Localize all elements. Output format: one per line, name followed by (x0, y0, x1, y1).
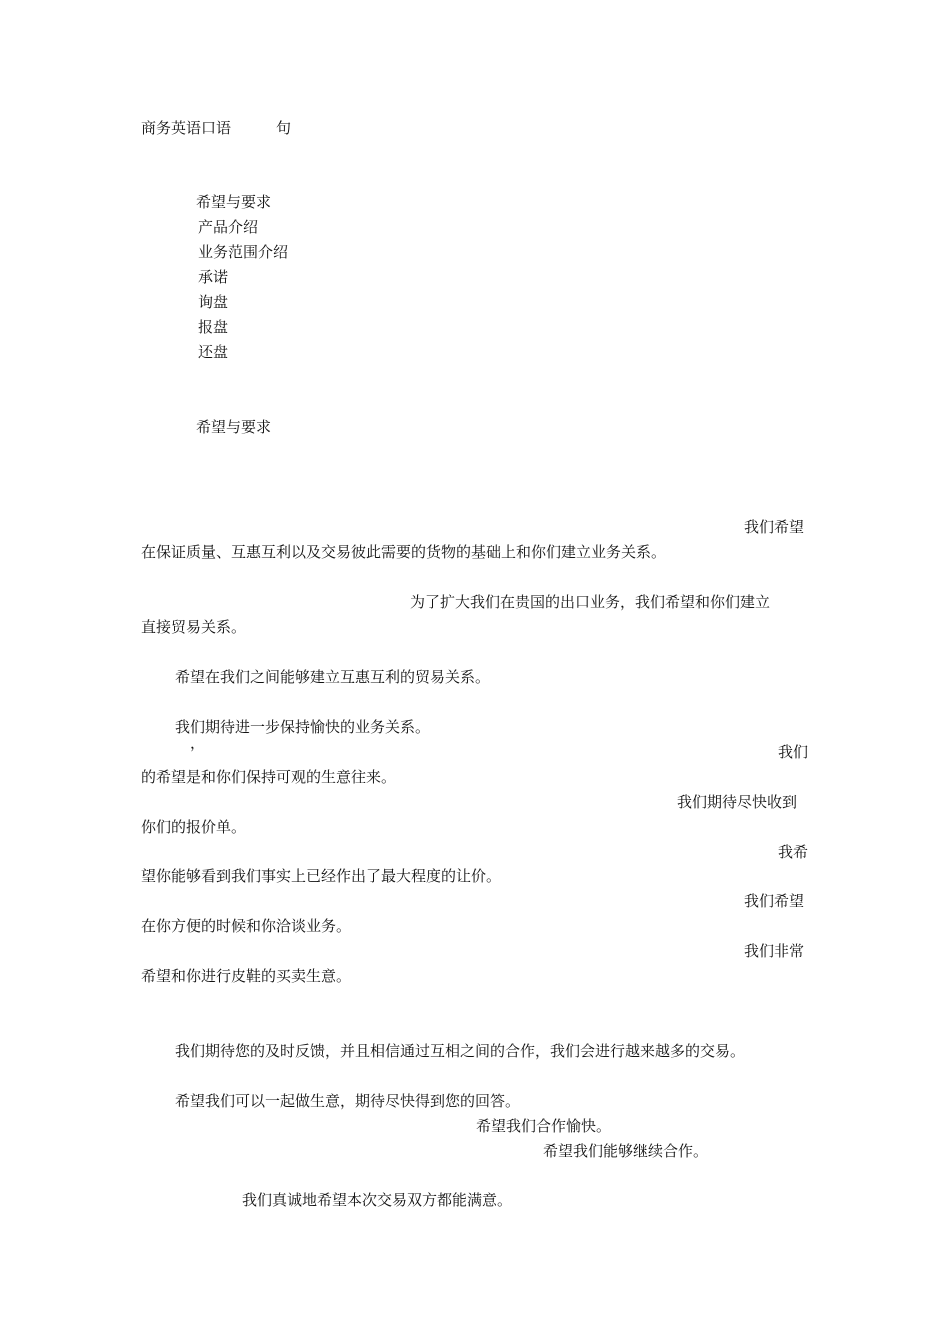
sentence-line: 望你能够看到我们事实上已经作出了最大程度的让价。 (141, 867, 502, 885)
toc-item: 还盘 (198, 343, 229, 361)
sentence-fragment: 我们 (778, 743, 809, 761)
sentence-line: 在你方便的时候和你洽谈业务。 (141, 917, 352, 935)
sentence-fragment: 我们希望 (744, 518, 805, 536)
toc-item: 业务范围介绍 (198, 243, 289, 261)
sentence-line: 希望在我们之间能够建立互惠互利的贸易关系。 (175, 668, 491, 686)
sentence-line: 希望我们合作愉快。 (476, 1117, 612, 1135)
sentence-fragment: 我们非常 (744, 942, 805, 960)
section-heading: 希望与要求 (196, 418, 272, 436)
sentence-line: 我们期待您的及时反馈，并且相信通过互相之间的合作，我们会进行越来越多的交易。 (175, 1042, 746, 1060)
sentence-line: 希望和你进行皮鞋的买卖生意。 (141, 967, 352, 985)
sentence-fragment: 为了扩大我们在贵国的出口业务，我们希望和你们建立 (410, 593, 771, 611)
toc-item: 询盘 (198, 293, 229, 311)
sentence-line: 希望我们可以一起做生意，期待尽快得到您的回答。 (175, 1092, 521, 1110)
sentence-line: 你们的报价单。 (141, 818, 247, 836)
punctuation-mark: ， (190, 734, 206, 752)
sentence-line: 直接贸易关系。 (141, 618, 247, 636)
sentence-fragment: 我们希望 (744, 892, 805, 910)
sentence-fragment: 我希 (778, 843, 809, 861)
sentence-line: 希望我们能够继续合作。 (543, 1142, 709, 1160)
sentence-line: 的希望是和你们保持可观的生意往来。 (141, 768, 397, 786)
toc-item: 承诺 (198, 268, 229, 286)
document-title-suffix: 句 (276, 119, 292, 137)
sentence-line: 我们期待进一步保持愉快的业务关系。 (175, 718, 431, 736)
toc-item: 产品介绍 (198, 218, 259, 236)
sentence-line: 我们真诚地希望本次交易双方都能满意。 (242, 1191, 513, 1209)
toc-item: 报盘 (198, 318, 229, 336)
toc-item: 希望与要求 (196, 193, 272, 211)
sentence-line: 在保证质量、互惠互利以及交易彼此需要的货物的基础上和你们建立业务关系。 (141, 543, 667, 561)
document-title: 商务英语口语 (141, 119, 232, 137)
sentence-fragment: 我们期待尽快收到 (677, 793, 798, 811)
